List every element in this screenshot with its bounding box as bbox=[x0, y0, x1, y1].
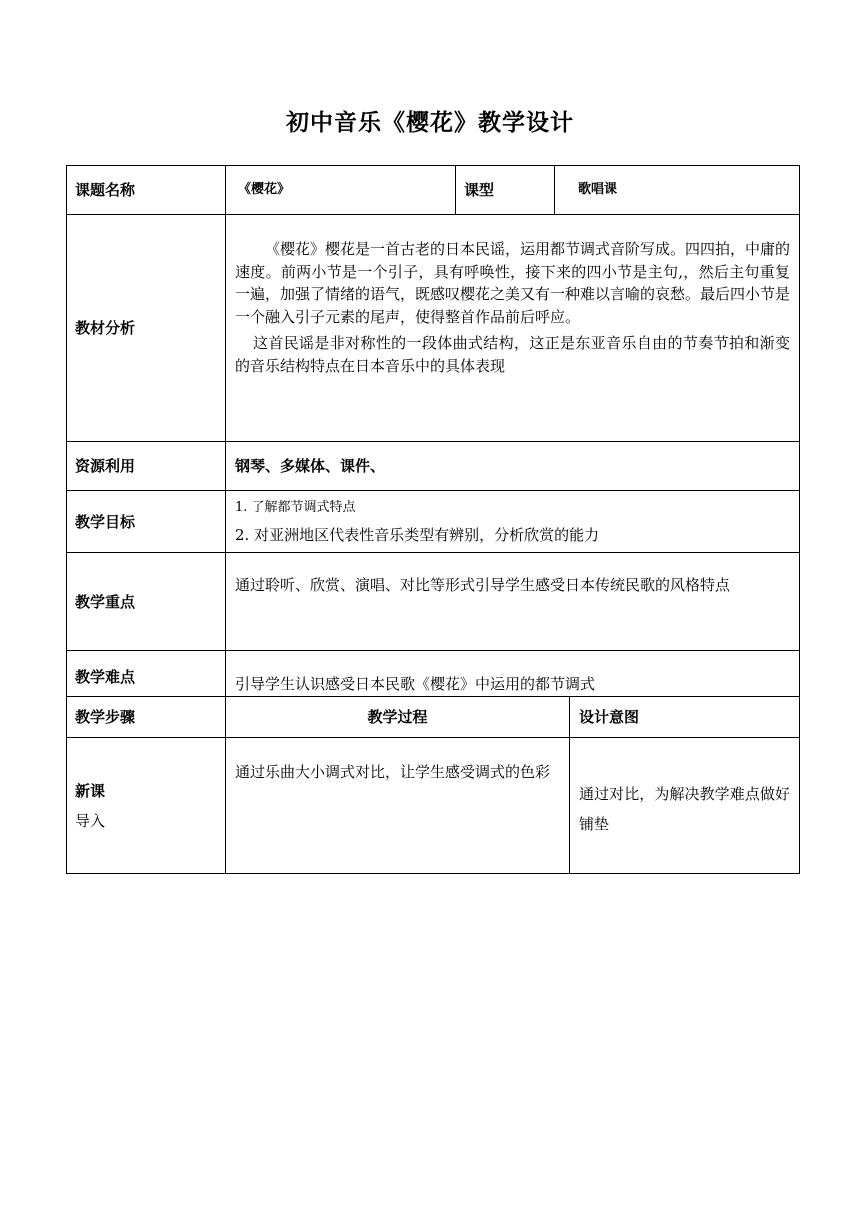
key-points-text: 通过聆听、欣赏、演唱、对比等形式引导学生感受日本传统民歌的风格特点 bbox=[235, 576, 731, 594]
key-points-label: 教学重点 bbox=[75, 592, 136, 611]
difficulties-text: 引导学生认识感受日本民歌《樱花》中运用的都节调式 bbox=[235, 675, 596, 693]
course-name-label: 课题名称 bbox=[75, 181, 136, 199]
steps-label: 教学步骤 bbox=[75, 708, 136, 726]
resources-label: 资源利用 bbox=[75, 457, 136, 475]
lesson-plan-table bbox=[66, 165, 800, 874]
objectives-label: 教学目标 bbox=[75, 512, 136, 531]
intent-header: 设计意图 bbox=[579, 708, 640, 726]
table-border-bottom bbox=[66, 873, 800, 874]
course-type-value: 歌唱课 bbox=[578, 182, 618, 197]
process-header: 教学过程 bbox=[367, 708, 428, 726]
intro-label bbox=[67, 738, 225, 873]
material-analysis-paragraph-2: 这首民谣是非对称性的一段体曲式结构，这正是东亚音乐自由的节奏节拍和渐变的音乐结构特点在日本音乐中的具体表现 bbox=[235, 334, 790, 375]
key-points-content bbox=[226, 553, 799, 650]
difficulties-label: 教学难点 bbox=[75, 668, 136, 686]
course-name-value: 《樱花》 bbox=[238, 182, 291, 197]
intro-label-line-1: 新课 bbox=[75, 781, 106, 800]
table-border-right bbox=[799, 165, 800, 874]
intro-label-line-2: 导入 bbox=[75, 811, 106, 830]
material-analysis-label: 教材分析 bbox=[75, 319, 136, 337]
intro-process-text: 通过乐曲大小调式对比，让学生感受调式的色彩 bbox=[235, 763, 551, 781]
course-type-label: 课型 bbox=[464, 181, 495, 199]
resources-value: 钢琴、多媒体、课件、 bbox=[235, 457, 386, 475]
page-title: 初中音乐《樱花》教学设计 bbox=[286, 110, 574, 136]
objective-item-2: 2. 对亚洲地区代表性音乐类型有辨别，分析欣赏的能力 bbox=[235, 526, 600, 544]
objectives-content bbox=[226, 491, 799, 552]
intro-intent-text: 通过对比，为解决教学难点做好铺垫 bbox=[579, 785, 790, 833]
intro-process bbox=[226, 738, 569, 873]
material-analysis-paragraph-1: 《樱花》樱花是一首古老的日本民谣，运用都节调式音阶写成。四四拍，中庸的速度。前两小节是一个引子，具有呼唤性，接下来的四小节是主句,，然后主句重复一遍，加强了情绪的语气，既感叹樱花之美又有一种难以言喻的哀愁。最后四小节是一个融入引子元素的尾声，使得整首作品前后呼应。 bbox=[235, 240, 791, 326]
objective-item-1: 1. 了解都节调式特点 bbox=[235, 500, 356, 515]
material-analysis-content bbox=[226, 215, 799, 441]
column-divider bbox=[554, 165, 555, 214]
intro-intent bbox=[570, 738, 799, 873]
